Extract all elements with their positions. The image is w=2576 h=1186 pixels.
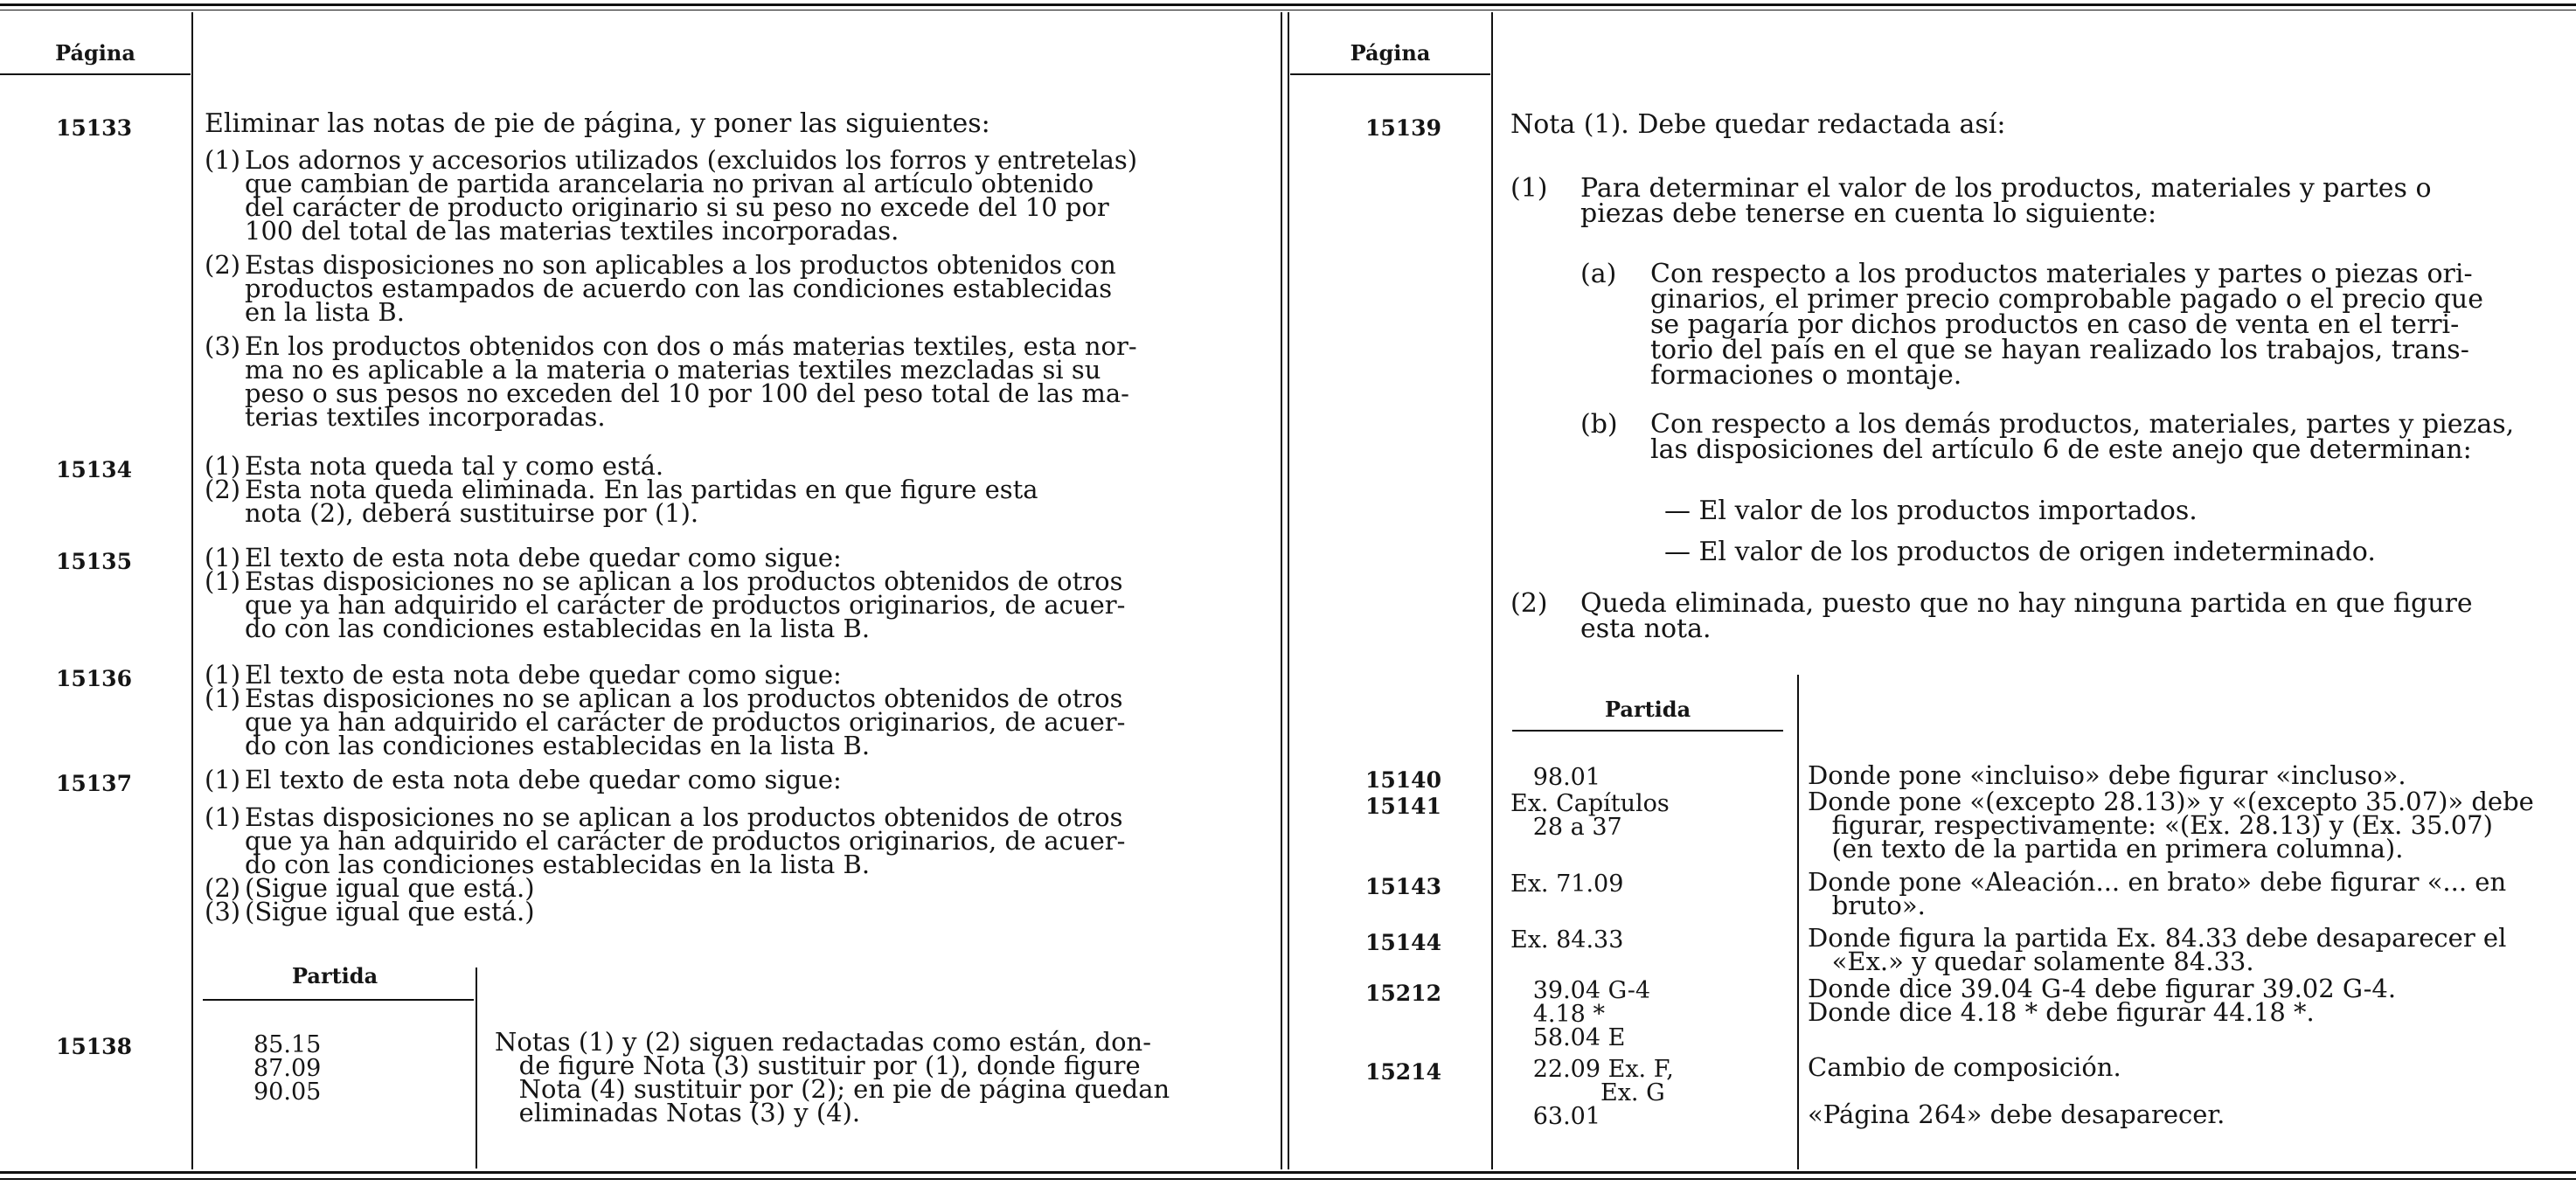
page-15137: 15137	[56, 771, 132, 796]
note-num: (1)	[205, 451, 241, 481]
dash-item-2: — El valor de los productos de origen indeterminado.	[1664, 537, 2376, 567]
note-num: (3)	[205, 331, 241, 361]
page-15136: 15136	[56, 666, 132, 691]
note-text: Estas disposiciones no se aplican a los productos obtenidos de otros que ya han adquirido el carácter de productos originarios, de acuer- do con las condiciones establecidas en la lista B.	[245, 566, 1126, 643]
page-15144: 15144	[1365, 930, 1441, 955]
left-partida-divider	[476, 968, 477, 1169]
note-num: (1)	[205, 145, 241, 175]
note-text: El texto de esta nota debe quedar como sigue:	[245, 543, 842, 572]
note-text: Estas disposiciones no se aplican a los productos obtenidos de otros que ya han adquirido el carácter de productos originarios, de acuer- do con las condiciones establecidas en la lista B.	[245, 683, 1126, 760]
center-divider-a	[1281, 12, 1282, 1169]
left-partida-underline	[203, 999, 474, 1001]
top-rule	[0, 3, 2576, 6]
page-15134: 15134	[56, 457, 132, 482]
dash-item-1: — El valor de los productos importados.	[1664, 496, 2198, 526]
note-15139-2: Queda eliminada, puesto que no hay ninguna partida en que figure esta nota.	[1580, 588, 2473, 644]
page-15139: 15139	[1365, 115, 1441, 141]
note-num: (1)	[205, 802, 241, 832]
code-15140: 98.01	[1510, 764, 1601, 791]
page-15133: 15133	[56, 115, 132, 141]
code-15144: Ex. 84.33	[1510, 926, 1624, 954]
code-15212: 39.04 G-4 4.18 * 58.04 E	[1532, 977, 1650, 1051]
note-num: (2)	[205, 250, 241, 280]
note-num: (1)	[205, 543, 241, 572]
code-15143: Ex. 71.09	[1510, 870, 1624, 898]
right-partida-header: Partida	[1605, 697, 1691, 722]
page-15138: 15138	[56, 1034, 132, 1059]
item-a-num: (a)	[1580, 259, 1617, 289]
left-pagina-header: Página	[55, 40, 135, 66]
codes-15138: 85.15 87.09 90.05	[253, 1031, 322, 1106]
center-divider-b	[1288, 12, 1289, 1169]
text-15141: Donde pone «(excepto 28.13)» y «(excepto 35.07)» debe figurar, respectivamente: «(Ex. 28.13) y (Ex. 35.07) (en texto de la partida en primera columna).	[1808, 787, 2534, 863]
item-a: Con respecto a los productos materiales y partes o piezas ori- ginarios, el primer precio comprobable pagado o el precio que se pagaría por dichos productos en caso de venta en el terri- torio del país en el que se hayan realizado los trabajos, trans- formaciones o montaje.	[1650, 259, 2483, 391]
text-15143: Donde pone «Aleación... en brato» debe figurar «... en bruto».	[1808, 867, 2507, 920]
bottom-rule	[0, 1171, 2576, 1174]
right-pagina-header: Página	[1350, 40, 1431, 66]
note-text: En los productos obtenidos con dos o más materias textiles, esta nor- ma no es aplicable a la materia o materias textiles mezcladas si su peso o sus pesos no exceden del 10 por 100 del peso total de las ma- terias textiles incorporadas.	[245, 331, 1137, 432]
left-header-underline	[0, 73, 191, 75]
item-b-num: (b)	[1580, 409, 1618, 440]
left-partida-header: Partida	[292, 963, 378, 988]
note-num: (1)	[205, 566, 241, 596]
page-15140: 15140	[1365, 767, 1441, 793]
note-15139-1: Para determinar el valor de los productos, materiales y partes o piezas debe tenerse en cuenta lo siguiente:	[1580, 173, 2432, 229]
note-text: El texto de esta nota debe quedar como sigue:	[245, 765, 842, 794]
intro-15133: Eliminar las notas de pie de página, y poner las siguientes:	[205, 108, 990, 139]
code-15141: Ex. Capítulos 28 a 37	[1510, 790, 1670, 841]
note-num: (2)	[205, 873, 241, 903]
text-15138: Notas (1) y (2) siguen redactadas como están, don- de figure Nota (3) sustituir por (1), donde figure Nota (4) sustituir por (2); en pie de página quedan eliminadas Notas (3) y (4).	[495, 1027, 1170, 1127]
note-text: El texto de esta nota debe quedar como sigue:	[245, 660, 842, 690]
note-text: Esta nota queda eliminada. En las partidas en que figure esta nota (2), deberá sustituirse por (1).	[245, 475, 1038, 528]
page-15212: 15212	[1365, 981, 1441, 1006]
page-15214: 15214	[1365, 1059, 1441, 1085]
page-15141: 15141	[1365, 794, 1441, 819]
right-page-col-divider	[1491, 12, 1493, 1169]
note-15139-1-num: (1)	[1510, 173, 1548, 204]
note-text: (Sigue igual que está.)	[245, 897, 535, 926]
item-b: Con respecto a los demás productos, materiales, partes y piezas, las disposiciones del artículo 6 de este anejo que determinan:	[1650, 409, 2515, 465]
right-header-underline	[1290, 73, 1490, 75]
note-num: (1)	[205, 765, 241, 794]
intro-15139: Nota (1). Debe quedar redactada así:	[1510, 109, 2006, 140]
left-page-col-divider	[191, 12, 193, 1169]
note-num: (2)	[205, 475, 241, 504]
code-15214: 22.09 Ex. F, Ex. G 63.01	[1532, 1056, 1674, 1130]
note-num: (1)	[205, 683, 241, 713]
right-partida-divider	[1797, 675, 1799, 1169]
note-text: (Sigue igual que está.)	[245, 873, 535, 903]
note-text: Estas disposiciones no se aplican a los productos obtenidos de otros que ya han adquirido el carácter de productos originarios, de acuer- do con las condiciones establecidas en la lista B.	[245, 802, 1126, 879]
note-num: (3)	[205, 897, 241, 926]
page-15135: 15135	[56, 549, 132, 574]
right-partida-underline	[1512, 730, 1783, 732]
text-15214: Cambio de composición. «Página 264» debe desaparecer.	[1808, 1052, 2225, 1129]
page-15143: 15143	[1365, 874, 1441, 899]
bottom-rule-thin	[0, 1178, 2576, 1180]
text-15144: Donde figura la partida Ex. 84.33 debe desaparecer el «Ex.» y quedar solamente 84.33.	[1808, 923, 2507, 976]
note-text: Los adornos y accesorios utilizados (excluidos los forros y entretelas) que cambian de partida arancelaria no privan al artículo obtenido del carácter de producto originario si su peso no excede del 10 por 100 del total de las materias textiles incorporadas.	[245, 145, 1138, 246]
note-num: (1)	[205, 660, 241, 690]
note-text: Esta nota queda tal y como está.	[245, 451, 664, 481]
text-15212: Donde dice 39.04 G-4 debe figurar 39.02 G-4. Donde dice 4.18 * debe figurar 44.18 *.	[1808, 974, 2397, 1027]
note-15139-2-num: (2)	[1510, 588, 1548, 619]
text-15140: Donde pone «incluiso» debe figurar «incluso».	[1808, 760, 2406, 790]
note-text: Estas disposiciones no son aplicables a los productos obtenidos con productos estampados de acuerdo con las condiciones establecidas en la lista B.	[245, 250, 1116, 327]
